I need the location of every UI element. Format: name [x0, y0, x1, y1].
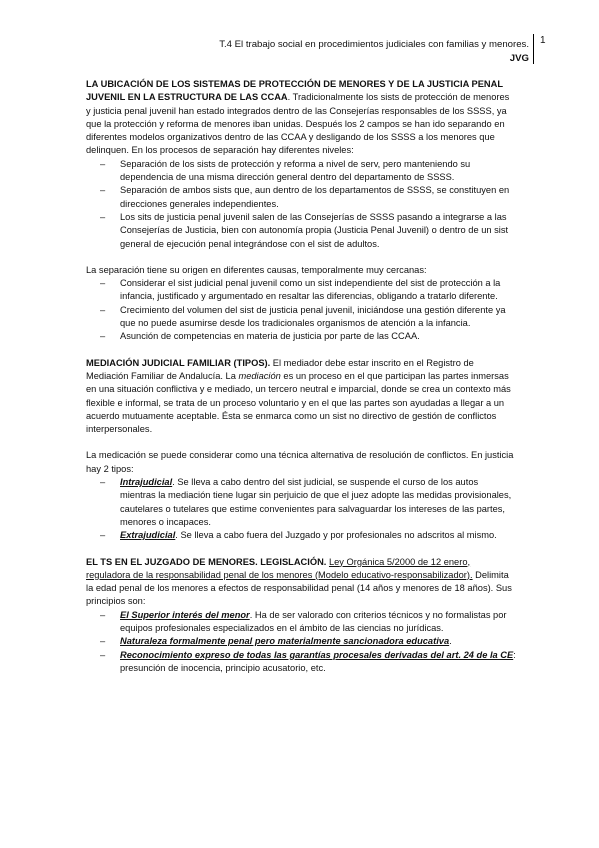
list-item: – Crecimiento del volumen del sist de justicia penal juvenil, iniciándose una gestión diferente ya que no puede asumirse desde los tradicionales organismos de atención a la infancia.	[120, 304, 516, 331]
section-ts-juzgado	[86, 556, 516, 676]
item-term: Reconocimiento expreso de todas las garantías procesales derivadas del art. 24 de la CE	[120, 649, 514, 660]
list-item	[120, 476, 516, 529]
paragraph-text: Delimita la edad penal de los menores a efectos de responsabilidad penal (14 años y menores de 18 años). Sus principios son:	[86, 569, 512, 607]
paragraph-text: El mediador debe estar inscrito en el Registro de Mediación Familiar de Andalucía. La	[86, 357, 474, 381]
list-item	[120, 635, 516, 648]
section-mediacion	[86, 357, 516, 437]
paragraph-text: . Tradicionalmente los sists de protección de menores y justicia penal juvenil han estado integrados dentro de las Consejerías responsables de los SSSS, ya que la protección y reforma de menores iban unidas. Después los 2 campos se han ido separando en diferentes modelos organizativos dentro de las CCAA y desligando de los SSSS a los menores que delinquen. En los procesos de separación hay diferentes niveles:	[86, 92, 510, 156]
page-number: 1	[533, 34, 546, 64]
bullet-list	[86, 277, 516, 343]
list-item: – Asunción de competencias en materia de justicia por parte de las CCAA.	[120, 330, 516, 343]
paragraph-text: es un proceso en el que participan las partes inmersas en una situación conflictiva y e mediado, un tercero neutral e imparcial, donde se crea un contexto más flexible e informal, se trata de un proceso voluntario y en el que las partes son ayudadas a llegar a un acuerdo mutuamente aceptable. Ésta se enmarca como un sist no directivo de gestión de conflictos interpersonales.	[86, 370, 511, 435]
bullet-list	[86, 609, 516, 675]
page-header	[219, 38, 529, 66]
item-term: El Superior interés del menor	[120, 609, 250, 620]
bullet-list	[86, 476, 516, 542]
list-item: – Separación de ambos sists que, aun dentro de los departamentos de SSSS, se constituyen en direcciones generales independientes.	[120, 184, 516, 211]
section-ubicacion	[86, 78, 516, 251]
item-text: .	[449, 636, 452, 647]
section-heading: LA UBICACIÓN DE LOS SISTEMAS DE PROTECCIÓN DE MENORES Y DE LA JUSTICIA PENAL JUVENIL EN LA ESTRUCTURA DE LAS CCAA	[86, 79, 503, 103]
list-item: – Considerar el sist judicial penal juvenil como un sist independiente del sist de protección a la infancia, justificado y argumentado en resaltar las diferencias, obligando a tratarlo diferente.	[120, 277, 516, 304]
item-term: Intrajudicial	[120, 477, 173, 488]
document-title: T.4 El trabajo social en procedimientos judiciales con familias y menores.	[219, 39, 529, 50]
paragraph	[86, 78, 516, 158]
author-initials: JVG	[509, 53, 529, 64]
item-text: . Se lleva a cabo fuera del Juzgado y por profesionales no adscritos al mismo.	[175, 530, 497, 541]
defined-term: mediación	[238, 370, 281, 381]
item-text: . Ha de ser valorado con criterios técnicos y no formalistas por equipos profesionales especializados en el ámbito de las ciencias no jurídicas.	[120, 609, 507, 633]
section-heading: EL TS EN EL JUZGADO DE MENORES. LEGISLACIÓN.	[86, 556, 327, 567]
law-reference: Ley Orgánica 5/2000 de 12 enero, reguladora de la responsabilidad penal de los menores (Modelo educativo-responsabilizador).	[86, 556, 473, 580]
section-heading: MEDIACIÓN JUDICIAL FAMILIAR (TIPOS).	[86, 357, 271, 368]
section-separacion	[86, 264, 516, 344]
list-item	[120, 649, 516, 676]
paragraph-text: La separación tiene su origen en diferentes causas, temporalmente muy cercanas:	[86, 264, 427, 275]
item-term: Naturaleza formalmente penal pero materialmente sancionadora educativa	[120, 636, 450, 647]
item-text: : presunción de inocencia, principio acusatorio, etc.	[120, 649, 516, 673]
paragraph-text: La medicación se puede considerar como una técnica alternativa de resolución de conflictos. En justicia hay 2 tipos:	[86, 450, 514, 474]
list-item: – Separación de los sists de protección y reforma a nivel de serv, pero manteniendo su dependencia de una misma dirección general dentro del departamento de SSSS.	[120, 158, 516, 185]
bullet-list	[86, 158, 516, 251]
item-text: . Se lleva a cabo dentro del sist judicial, se suspende el curso de los autos mientras la mediación tiene lugar sin perjuicio de que el juez adopte las medidas provisionales, cautelares o tutelares que estime convenientes para salvaguardar los intereses de las partes, menores o incapaces.	[120, 477, 512, 527]
item-term: Extrajudicial	[120, 530, 176, 541]
document-body	[86, 78, 516, 688]
list-item: – Los sits de justicia penal juvenil salen de las Consejerías de SSSS pasando a integrarse a las Consejerías de Justicia, bien con autonomía propia (Justicia Penal Juvenil) o dentro de un sist general de ejecución penal integrándose con el sist de adultos.	[120, 211, 516, 251]
section-tipos-mediacion	[86, 449, 516, 542]
list-item	[120, 609, 516, 636]
paragraph	[86, 357, 516, 437]
list-item	[120, 529, 516, 542]
paragraph	[86, 556, 516, 609]
